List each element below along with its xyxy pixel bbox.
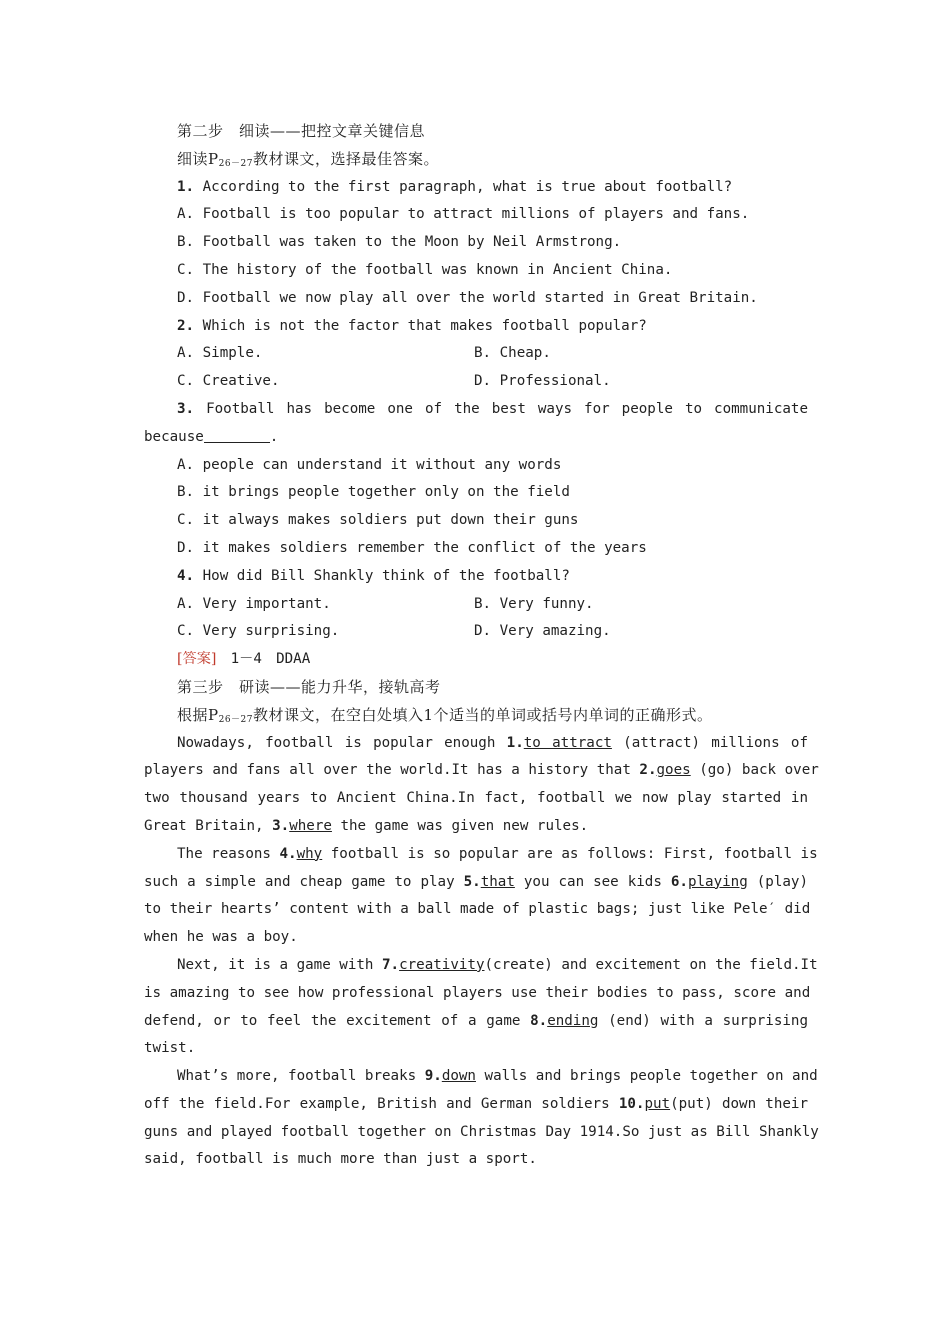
passage-p3-line1 (144, 952, 818, 980)
passage-p2-line4: when he was a boy. (144, 929, 298, 946)
question-4-stem (144, 563, 808, 591)
passage-p2-line3: to their hearts’ content with a ball made of plastic bags; just like Pele′ did (144, 901, 811, 918)
passage-text: walls and brings people together on and (475, 1068, 818, 1085)
q2-option-b: B. Cheap. (474, 345, 551, 362)
passage-text: (go) back over (690, 762, 819, 779)
answer-line (144, 646, 808, 674)
instr-text: 教材课文，选择最佳答案。 (253, 149, 440, 168)
answer-blank (204, 428, 270, 443)
passage-p4-line2 (144, 1091, 808, 1119)
q2-option-a: A. Simple. (177, 345, 263, 362)
q2-option-c: C. Creative. (177, 373, 280, 390)
passage-p4-line1 (144, 1063, 818, 1091)
answer-text: 1－4 DDAA (216, 651, 311, 668)
q4-option-b: B. Very funny. (474, 595, 594, 612)
blank-answer: to attract (523, 734, 612, 751)
blank-answer: that (480, 873, 515, 890)
question-text: Football has become one of the best ways for people to communicate (194, 400, 808, 417)
q4-option-c: C. Very surprising. (177, 623, 340, 640)
question-text: because (144, 428, 204, 445)
q1-option-c: C. The history of the football was known in Ancient China. (177, 261, 673, 278)
q1-option-b: B. Football was taken to the Moon by Neil Armstrong. (177, 234, 622, 251)
question-number: 4. (177, 567, 195, 584)
blank-answer: playing (687, 873, 748, 890)
passage-text: (play) (747, 873, 809, 890)
question-text: . (269, 428, 279, 445)
question-text: How did Bill Shankly think of the football? (194, 567, 570, 584)
passage-p1-line4 (144, 813, 808, 841)
passage-text: Great Britain, (144, 817, 273, 834)
blank-answer: put (644, 1095, 671, 1112)
question-number: 2. (177, 317, 195, 334)
passage-text: the game was given new rules. (331, 817, 589, 834)
q4-option-a: A. Very important. (177, 595, 331, 612)
passage-p4-line4: said, football is much more than just a sport. (144, 1151, 537, 1168)
passage-p4-line3: guns and played football together on Christmas Day 1914.So just as Bill Shankly (144, 1123, 819, 1140)
passage-text: Nowadays, football is popular enough (177, 734, 507, 751)
question-text: Which is not the factor that makes football popular? (194, 317, 647, 334)
question-text: According to the first paragraph, what is true about football? (194, 178, 733, 195)
blank-number: 5. (463, 873, 481, 890)
blank-number: 10. (618, 1095, 645, 1112)
passage-text: The reasons (177, 845, 280, 862)
passage-text: What’s more, football breaks (177, 1068, 425, 1085)
blank-answer: creativity (399, 956, 485, 973)
question-1-stem (144, 174, 808, 202)
passage-text: defend, or to feel the excitement of a game (144, 1012, 531, 1029)
blank-number: 4. (279, 845, 297, 862)
passage-text: football is so popular are as follows: First, football is (322, 845, 818, 862)
blank-number: 2. (639, 762, 657, 779)
passage-p1-line1 (144, 730, 808, 758)
question-2-stem (144, 313, 808, 341)
question-number: 1. (177, 178, 195, 195)
passage-text: (create) and excitement on the field.It (484, 956, 818, 973)
step2-instruction (144, 146, 808, 174)
step3-title: 第三步 研读——能力升华，接轨高考 (177, 677, 441, 696)
blank-answer: goes (656, 762, 691, 779)
instr-text: 教材课文，在空白处填入1个适当的单词或括号内单词的正确形式。 (253, 705, 713, 724)
q3-option-c: C. it always makes soldiers put down their guns (177, 512, 579, 529)
passage-p1-line3: two thousand years to Ancient China.In fact, football we now play started in (144, 790, 808, 807)
step3-instruction (144, 702, 808, 730)
passage-text: off the field.For example, British and German soldiers (144, 1095, 619, 1112)
page-range: 26－27 (218, 714, 253, 725)
question-3-stem-cont (144, 424, 808, 452)
blank-number: 3. (272, 817, 290, 834)
q4-options-row-1 (144, 591, 808, 619)
instr-text: 根据P (177, 705, 219, 724)
passage-text: you can see kids (514, 873, 671, 890)
passage-p3-line4: twist. (144, 1040, 196, 1057)
passage-text: players and fans all over the world.It has a history that (144, 762, 640, 779)
question-3-stem (144, 396, 808, 424)
passage-p3-line3 (144, 1008, 808, 1036)
q3-option-d: D. it makes soldiers remember the conflict of the years (177, 539, 647, 556)
q1-option-a: A. Football is too popular to attract millions of players and fans. (177, 206, 750, 223)
question-number: 3. (177, 400, 195, 417)
blank-answer: why (296, 845, 323, 862)
q1-option-d: D. Football we now play all over the world started in Great Britain. (177, 289, 758, 306)
passage-text: (put) down their (670, 1095, 808, 1112)
passage-p3-line2: is amazing to see how professional players use their bodies to pass, score and (144, 984, 811, 1001)
blank-answer: where (289, 817, 332, 834)
blank-number: 1. (506, 734, 524, 751)
blank-number: 6. (670, 873, 688, 890)
passage-text: Next, it is a game with (177, 956, 382, 973)
q2-options-row-1 (144, 340, 808, 368)
passage-text: (attract) millions of (611, 734, 808, 751)
q4-options-row-2 (144, 618, 808, 646)
q3-option-a: A. people can understand it without any words (177, 456, 562, 473)
page-range: 26－27 (218, 158, 253, 169)
q2-options-row-2 (144, 368, 808, 396)
blank-number: 8. (530, 1012, 548, 1029)
document-page (144, 118, 819, 1174)
passage-p1-line2 (144, 757, 819, 785)
blank-number: 7. (382, 956, 400, 973)
passage-text: (end) with a surprising (598, 1012, 808, 1029)
q2-option-d: D. Professional. (474, 373, 611, 390)
blank-number: 9. (424, 1068, 442, 1085)
passage-text: such a simple and cheap game to play (144, 873, 464, 890)
passage-p2-line2 (144, 869, 808, 897)
instr-text: 细读P (177, 149, 219, 168)
answer-label: [答案] (177, 651, 217, 668)
q4-option-d: D. Very amazing. (474, 623, 611, 640)
passage-p2-line1 (144, 841, 818, 869)
step2-title: 第二步 细读——把控文章关键信息 (177, 122, 426, 140)
blank-answer: ending (547, 1012, 599, 1029)
blank-answer: down (441, 1068, 476, 1085)
q3-option-b: B. it brings people together only on the field (177, 484, 570, 501)
